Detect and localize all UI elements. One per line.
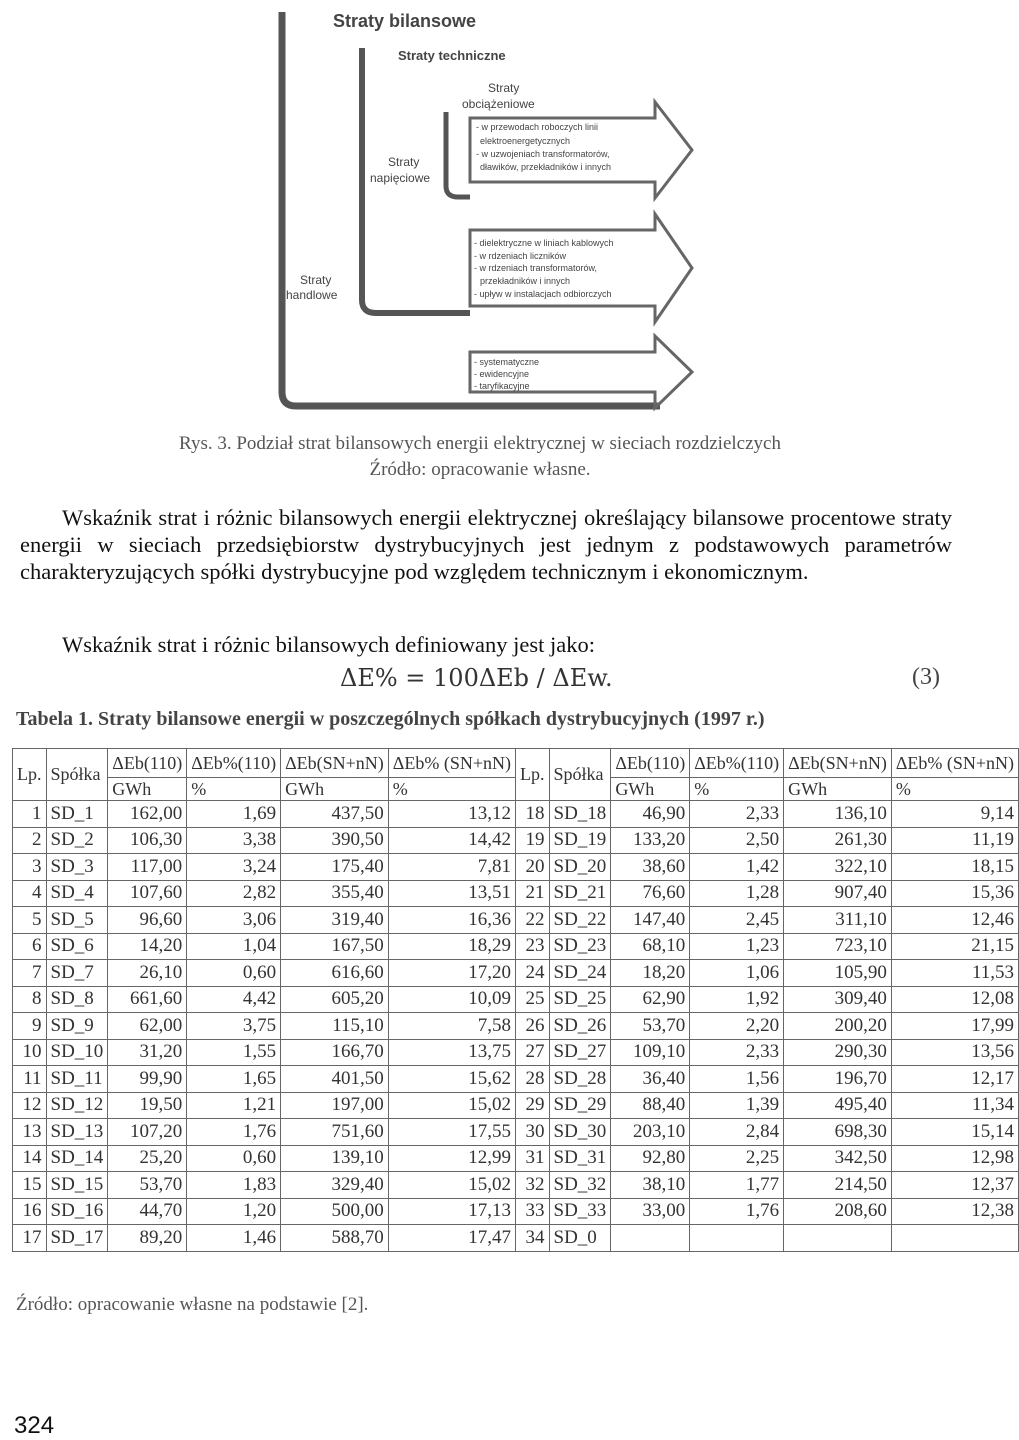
table-cell: 12,99 bbox=[388, 1145, 515, 1172]
table-cell: 18,15 bbox=[891, 854, 1018, 881]
table-cell: SD_17 bbox=[46, 1225, 108, 1252]
table-cell: 4 bbox=[13, 880, 47, 907]
table-cell: 38,10 bbox=[611, 1172, 690, 1199]
table-cell: 3,24 bbox=[187, 854, 281, 881]
table-cell: 355,40 bbox=[281, 880, 389, 907]
table-cell: 1 bbox=[13, 801, 47, 828]
table-cell: 208,60 bbox=[784, 1198, 892, 1225]
table-row bbox=[13, 1198, 1019, 1225]
table-cell: 25,20 bbox=[108, 1145, 187, 1172]
table-cell: 661,60 bbox=[108, 986, 187, 1013]
table-cell: 62,90 bbox=[611, 986, 690, 1013]
table-cell: 14,42 bbox=[388, 827, 515, 854]
table-cell: 329,40 bbox=[281, 1172, 389, 1199]
table-row bbox=[13, 1013, 1019, 1040]
table-cell: 117,00 bbox=[108, 854, 187, 881]
formula-number: (3) bbox=[912, 664, 940, 690]
table-cell: 203,10 bbox=[611, 1119, 690, 1146]
table-cell: 175,40 bbox=[281, 854, 389, 881]
table-cell: 20 bbox=[516, 854, 550, 881]
table-row bbox=[13, 1092, 1019, 1119]
table-cell: SD_29 bbox=[549, 1092, 611, 1119]
table-cell: 15,62 bbox=[388, 1066, 515, 1093]
table-row bbox=[13, 1119, 1019, 1146]
table-cell: 1,55 bbox=[187, 1039, 281, 1066]
table-cell: 136,10 bbox=[784, 801, 892, 828]
load-items bbox=[476, 122, 611, 172]
table-cell: SD_28 bbox=[549, 1066, 611, 1093]
table-cell: 16,36 bbox=[388, 907, 515, 934]
table-header-cell: Lp. bbox=[516, 749, 550, 801]
table-cell: 99,90 bbox=[108, 1066, 187, 1093]
table-cell: SD_19 bbox=[549, 827, 611, 854]
svg-text:- taryfikacyjne: - taryfikacyjne bbox=[474, 381, 530, 391]
table-cell: 109,10 bbox=[611, 1039, 690, 1066]
table-cell: 33 bbox=[516, 1198, 550, 1225]
table-cell: 14,20 bbox=[108, 933, 187, 960]
table-cell: 13,75 bbox=[388, 1039, 515, 1066]
table-cell: 1,04 bbox=[187, 933, 281, 960]
table-cell: 1,83 bbox=[187, 1172, 281, 1199]
table-cell: 107,20 bbox=[108, 1119, 187, 1146]
page-number: 324 bbox=[14, 1412, 55, 1439]
table-cell: 311,10 bbox=[784, 907, 892, 934]
table-cell: 17,55 bbox=[388, 1119, 515, 1146]
table-cell: 342,50 bbox=[784, 1145, 892, 1172]
table-cell: 1,23 bbox=[690, 933, 784, 960]
table-header-cell: ΔEb% (SN+nN) bbox=[891, 749, 1018, 778]
label-voltage-1: Straty bbox=[388, 155, 420, 169]
table-cell: 105,90 bbox=[784, 960, 892, 987]
table-cell: 31 bbox=[516, 1145, 550, 1172]
table-cell: 12,37 bbox=[891, 1172, 1018, 1199]
bracket-load bbox=[446, 112, 470, 197]
commercial-items bbox=[474, 357, 539, 391]
table-cell: 19 bbox=[516, 827, 550, 854]
table-cell: 115,10 bbox=[281, 1013, 389, 1040]
figure-caption: Rys. 3. Podział strat bilansowych energii elektrycznej w sieciach rozdzielczych bbox=[179, 433, 781, 454]
svg-text:dławików, przekładników i inny: dławików, przekładników i innych bbox=[480, 162, 612, 172]
table-cell: 290,30 bbox=[784, 1039, 892, 1066]
table-header-row bbox=[13, 749, 1019, 778]
svg-text:- upływ w instalacjach odbiorc: - upływ w instalacjach odbiorczych bbox=[474, 289, 612, 299]
table-cell: SD_21 bbox=[549, 880, 611, 907]
table-row bbox=[13, 1172, 1019, 1199]
table-row bbox=[13, 854, 1019, 881]
table-cell: 1,92 bbox=[690, 986, 784, 1013]
svg-text:- w przewodach roboczych linii: - w przewodach roboczych linii bbox=[476, 122, 599, 132]
table-cell: 0,60 bbox=[187, 960, 281, 987]
table-cell: 15,02 bbox=[388, 1092, 515, 1119]
table-cell: 261,30 bbox=[784, 827, 892, 854]
table-cell: 723,10 bbox=[784, 933, 892, 960]
figure-source: Źródło: opracowanie własne. bbox=[369, 459, 591, 480]
table-unit-cell: GWh bbox=[784, 778, 892, 801]
table-cell: SD_4 bbox=[46, 880, 108, 907]
table-header-cell: Lp. bbox=[13, 749, 47, 801]
balance-losses-diagram bbox=[0, 0, 960, 425]
table-cell: 38,60 bbox=[611, 854, 690, 881]
table-cell: 390,50 bbox=[281, 827, 389, 854]
table-cell: 53,70 bbox=[108, 1172, 187, 1199]
table-cell: 31,20 bbox=[108, 1039, 187, 1066]
table-cell: 616,60 bbox=[281, 960, 389, 987]
table-cell: 12,17 bbox=[891, 1066, 1018, 1093]
table-cell: 6 bbox=[13, 933, 47, 960]
table-cell: 5 bbox=[13, 907, 47, 934]
table-cell: 698,30 bbox=[784, 1119, 892, 1146]
table-cell: SD_27 bbox=[549, 1039, 611, 1066]
svg-text:- systematyczne: - systematyczne bbox=[474, 357, 540, 367]
table-cell: 401,50 bbox=[281, 1066, 389, 1093]
table-cell: 2,33 bbox=[690, 1039, 784, 1066]
table-cell: 214,50 bbox=[784, 1172, 892, 1199]
table-cell: 1,06 bbox=[690, 960, 784, 987]
table-source: Źródło: opracowanie własne na podstawie [2]. bbox=[16, 1294, 369, 1315]
table-cell: 10,09 bbox=[388, 986, 515, 1013]
table-cell: 588,70 bbox=[281, 1225, 389, 1252]
table-cell: 53,70 bbox=[611, 1013, 690, 1040]
table-cell: 1,21 bbox=[187, 1092, 281, 1119]
table-cell: SD_9 bbox=[46, 1013, 108, 1040]
table-unit-cell: % bbox=[388, 778, 515, 801]
table-cell: 17,99 bbox=[891, 1013, 1018, 1040]
table-cell: 21 bbox=[516, 880, 550, 907]
table-cell: 1,76 bbox=[187, 1119, 281, 1146]
table-cell: 167,50 bbox=[281, 933, 389, 960]
table-cell: 12,08 bbox=[891, 986, 1018, 1013]
table-header-cell: ΔEb% (SN+nN) bbox=[388, 749, 515, 778]
table-cell: 46,90 bbox=[611, 801, 690, 828]
table-cell: 7,81 bbox=[388, 854, 515, 881]
table-unit-cell: GWh bbox=[281, 778, 389, 801]
table-cell: 7,58 bbox=[388, 1013, 515, 1040]
table-cell: SD_10 bbox=[46, 1039, 108, 1066]
table-cell: SD_3 bbox=[46, 854, 108, 881]
table-cell: SD_6 bbox=[46, 933, 108, 960]
paragraph-2: Wskaźnik strat i różnic bilansowych definiowany jest jako: bbox=[62, 632, 595, 657]
table-cell: 1,56 bbox=[690, 1066, 784, 1093]
table-cell: SD_0 bbox=[549, 1225, 611, 1252]
paragraph-1: Wskaźnik strat i różnic bilansowych energii elektrycznej określający bilansowe procentowe straty energii w sieciach przedsiębiorstw dystrybucyjnych jest jednym z podstawowych parametrów charakteryzujących spółki dystrybucyjne pod względem technicznym i ekonomicznym. bbox=[20, 505, 952, 584]
table-cell: 7 bbox=[13, 960, 47, 987]
table-row bbox=[13, 907, 1019, 934]
table-cell: 2,33 bbox=[690, 801, 784, 828]
table-cell: 25 bbox=[516, 986, 550, 1013]
table-cell: SD_30 bbox=[549, 1119, 611, 1146]
table-cell: 12,38 bbox=[891, 1198, 1018, 1225]
table-cell: 13 bbox=[13, 1119, 47, 1146]
table-cell: 30 bbox=[516, 1119, 550, 1146]
table-cell: 147,40 bbox=[611, 907, 690, 934]
table-cell: 751,60 bbox=[281, 1119, 389, 1146]
table-cell: SD_20 bbox=[549, 854, 611, 881]
table-cell: 200,20 bbox=[784, 1013, 892, 1040]
table-cell: 322,10 bbox=[784, 854, 892, 881]
table-cell: 0,60 bbox=[187, 1145, 281, 1172]
svg-text:elektroenergetycznych: elektroenergetycznych bbox=[480, 136, 571, 146]
table-cell: 17,20 bbox=[388, 960, 515, 987]
table-cell: 28 bbox=[516, 1066, 550, 1093]
table-header-cell: ΔEb%(110) bbox=[187, 749, 281, 778]
table-cell: SD_24 bbox=[549, 960, 611, 987]
table-cell: 12,98 bbox=[891, 1145, 1018, 1172]
formula: ΔE% = 100ΔEb / ΔEw. bbox=[340, 664, 613, 692]
table-cell: 3,06 bbox=[187, 907, 281, 934]
table-cell: 2,45 bbox=[690, 907, 784, 934]
table-row bbox=[13, 1039, 1019, 1066]
table-cell: 15,36 bbox=[891, 880, 1018, 907]
table-cell: 12,46 bbox=[891, 907, 1018, 934]
table-cell: 907,40 bbox=[784, 880, 892, 907]
table-cell: 15,14 bbox=[891, 1119, 1018, 1146]
table-cell: SD_23 bbox=[549, 933, 611, 960]
table-cell: SD_26 bbox=[549, 1013, 611, 1040]
table-cell: SD_33 bbox=[549, 1198, 611, 1225]
table-cell: 11 bbox=[13, 1066, 47, 1093]
table-header-cell: ΔEb(110) bbox=[611, 749, 690, 778]
label-technical: Straty techniczne bbox=[398, 48, 506, 63]
table-cell: 3,75 bbox=[187, 1013, 281, 1040]
table-cell: 1,77 bbox=[690, 1172, 784, 1199]
table-cell: 2,50 bbox=[690, 827, 784, 854]
table-cell: SD_32 bbox=[549, 1172, 611, 1199]
table-cell: SD_7 bbox=[46, 960, 108, 987]
table-cell: SD_11 bbox=[46, 1066, 108, 1093]
table-row bbox=[13, 880, 1019, 907]
label-commercial-1: Straty bbox=[300, 273, 332, 287]
voltage-items bbox=[474, 238, 614, 299]
table-cell: 1,46 bbox=[187, 1225, 281, 1252]
table-cell: 166,70 bbox=[281, 1039, 389, 1066]
table-cell: 17,47 bbox=[388, 1225, 515, 1252]
table-cell: 309,40 bbox=[784, 986, 892, 1013]
table-header-cell: ΔEb(110) bbox=[108, 749, 187, 778]
table-cell: 24 bbox=[516, 960, 550, 987]
table-cell: 500,00 bbox=[281, 1198, 389, 1225]
table-row bbox=[13, 933, 1019, 960]
table-cell: 96,60 bbox=[108, 907, 187, 934]
table-row bbox=[13, 1145, 1019, 1172]
table-cell: 13,56 bbox=[891, 1039, 1018, 1066]
svg-text:- w rdzeniach liczników: - w rdzeniach liczników bbox=[474, 251, 567, 261]
label-load-2: obciążeniowe bbox=[462, 97, 535, 111]
table-header-cell: ΔEb%(110) bbox=[690, 749, 784, 778]
table-cell: 3,38 bbox=[187, 827, 281, 854]
table-cell: 36,40 bbox=[611, 1066, 690, 1093]
table-cell: 10 bbox=[13, 1039, 47, 1066]
table-header-cell: ΔEb(SN+nN) bbox=[281, 749, 389, 778]
table-cell: SD_5 bbox=[46, 907, 108, 934]
label-voltage-2: napięciowe bbox=[370, 171, 431, 185]
table-unit-cell: % bbox=[690, 778, 784, 801]
table-cell: 2,84 bbox=[690, 1119, 784, 1146]
table-cell: SD_1 bbox=[46, 801, 108, 828]
table-cell: 32 bbox=[516, 1172, 550, 1199]
table-cell: 17 bbox=[13, 1225, 47, 1252]
table-row bbox=[13, 960, 1019, 987]
table-cell: 197,00 bbox=[281, 1092, 389, 1119]
table-cell bbox=[690, 1225, 784, 1252]
table-cell: 605,20 bbox=[281, 986, 389, 1013]
table-unit-cell: % bbox=[187, 778, 281, 801]
table-cell: 139,10 bbox=[281, 1145, 389, 1172]
svg-text:przekładników i innych: przekładników i innych bbox=[480, 276, 571, 286]
table-cell: 1,65 bbox=[187, 1066, 281, 1093]
table-row bbox=[13, 827, 1019, 854]
table-cell: 16 bbox=[13, 1198, 47, 1225]
table-cell bbox=[891, 1225, 1018, 1252]
table-cell: 196,70 bbox=[784, 1066, 892, 1093]
table-cell: 162,00 bbox=[108, 801, 187, 828]
svg-text:- w uzwojeniach transformatoró: - w uzwojeniach transformatorów, bbox=[476, 149, 610, 159]
table-row bbox=[13, 1225, 1019, 1252]
table-cell: 437,50 bbox=[281, 801, 389, 828]
table-cell: 106,30 bbox=[108, 827, 187, 854]
table-unit-cell: GWh bbox=[611, 778, 690, 801]
table-cell: 88,40 bbox=[611, 1092, 690, 1119]
diagram-title: Straty bilansowe bbox=[333, 11, 477, 31]
table-cell: SD_31 bbox=[549, 1145, 611, 1172]
table-cell: 495,40 bbox=[784, 1092, 892, 1119]
table-cell: 2,82 bbox=[187, 880, 281, 907]
table-cell: SD_13 bbox=[46, 1119, 108, 1146]
table-cell: 33,00 bbox=[611, 1198, 690, 1225]
table-cell: 26 bbox=[516, 1013, 550, 1040]
table-cell: 26,10 bbox=[108, 960, 187, 987]
table-cell: 21,15 bbox=[891, 933, 1018, 960]
table-cell: 1,28 bbox=[690, 880, 784, 907]
table-row bbox=[13, 1066, 1019, 1093]
table-cell: 11,34 bbox=[891, 1092, 1018, 1119]
table-cell: 44,70 bbox=[108, 1198, 187, 1225]
table-cell: 92,80 bbox=[611, 1145, 690, 1172]
table-cell: SD_22 bbox=[549, 907, 611, 934]
table-cell: 23 bbox=[516, 933, 550, 960]
table-unit-cell: % bbox=[891, 778, 1018, 801]
losses-table bbox=[12, 748, 1019, 1252]
table-cell: SD_2 bbox=[46, 827, 108, 854]
table-cell: 15,02 bbox=[388, 1172, 515, 1199]
table-cell: 9 bbox=[13, 1013, 47, 1040]
table-header-cell: Spółka bbox=[46, 749, 108, 801]
label-commercial-2: handlowe bbox=[286, 288, 338, 302]
svg-text:- w rdzeniach transformatorów,: - w rdzeniach transformatorów, bbox=[474, 263, 598, 273]
table-cell: 13,51 bbox=[388, 880, 515, 907]
table-cell: 1,20 bbox=[187, 1198, 281, 1225]
table-cell: 68,10 bbox=[611, 933, 690, 960]
table-cell bbox=[611, 1225, 690, 1252]
table-cell: 34 bbox=[516, 1225, 550, 1252]
table-cell: 2,25 bbox=[690, 1145, 784, 1172]
table-cell: 8 bbox=[13, 986, 47, 1013]
table-cell: 319,40 bbox=[281, 907, 389, 934]
table-cell: 133,20 bbox=[611, 827, 690, 854]
table-cell: 62,00 bbox=[108, 1013, 187, 1040]
table-cell: 13,12 bbox=[388, 801, 515, 828]
table-cell: 14 bbox=[13, 1145, 47, 1172]
svg-text:- ewidencyjne: - ewidencyjne bbox=[474, 369, 530, 379]
table-row bbox=[13, 801, 1019, 828]
table-cell: 2,20 bbox=[690, 1013, 784, 1040]
table-cell: 18,20 bbox=[611, 960, 690, 987]
table-cell bbox=[784, 1225, 892, 1252]
label-load-1: Straty bbox=[488, 81, 520, 95]
table-cell: 15 bbox=[13, 1172, 47, 1199]
table-cell: 89,20 bbox=[108, 1225, 187, 1252]
table-cell: 27 bbox=[516, 1039, 550, 1066]
table-cell: SD_12 bbox=[46, 1092, 108, 1119]
table-cell: 9,14 bbox=[891, 801, 1018, 828]
table-cell: 1,76 bbox=[690, 1198, 784, 1225]
table-cell: 18,29 bbox=[388, 933, 515, 960]
table-cell: SD_14 bbox=[46, 1145, 108, 1172]
table-header-cell: ΔEb(SN+nN) bbox=[784, 749, 892, 778]
table-cell: 3 bbox=[13, 854, 47, 881]
table-cell: 1,42 bbox=[690, 854, 784, 881]
table-unit-cell: GWh bbox=[108, 778, 187, 801]
table-cell: SD_8 bbox=[46, 986, 108, 1013]
table-cell: SD_25 bbox=[549, 986, 611, 1013]
table-cell: 4,42 bbox=[187, 986, 281, 1013]
bracket-balance bbox=[282, 12, 660, 406]
table-cell: 12 bbox=[13, 1092, 47, 1119]
table-cell: 1,69 bbox=[187, 801, 281, 828]
table-cell: 11,19 bbox=[891, 827, 1018, 854]
table-cell: 18 bbox=[516, 801, 550, 828]
table-cell: 2 bbox=[13, 827, 47, 854]
table-cell: 17,13 bbox=[388, 1198, 515, 1225]
table-cell: SD_18 bbox=[549, 801, 611, 828]
table-cell: 1,39 bbox=[690, 1092, 784, 1119]
table-cell: 29 bbox=[516, 1092, 550, 1119]
table-row bbox=[13, 986, 1019, 1013]
table-cell: 76,60 bbox=[611, 880, 690, 907]
table-cell: 22 bbox=[516, 907, 550, 934]
table-cell: SD_16 bbox=[46, 1198, 108, 1225]
table-cell: 19,50 bbox=[108, 1092, 187, 1119]
svg-text:- dielektryczne w liniach kabl: - dielektryczne w liniach kablowych bbox=[474, 238, 614, 248]
table-header-cell: Spółka bbox=[549, 749, 611, 801]
table-cell: 107,60 bbox=[108, 880, 187, 907]
table-cell: 11,53 bbox=[891, 960, 1018, 987]
table-cell: SD_15 bbox=[46, 1172, 108, 1199]
table-caption: Tabela 1. Straty bilansowe energii w poszczególnych spółkach dystrybucyjnych (1997 r.) bbox=[16, 708, 765, 730]
